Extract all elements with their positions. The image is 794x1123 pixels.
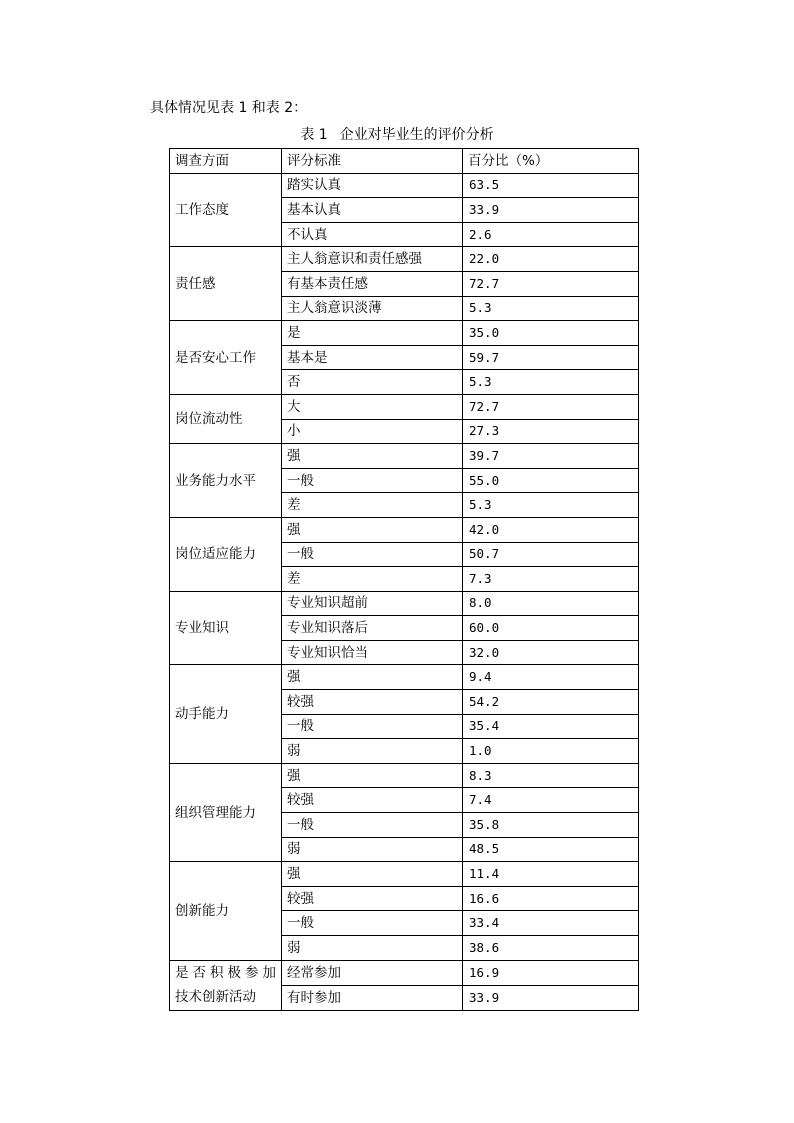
table-row (170, 247, 639, 272)
aspect-cell: 组织管理能力 (170, 763, 282, 861)
aspect-cell (170, 960, 282, 1010)
table-row (170, 444, 639, 469)
criterion-cell: 有基本责任感 (282, 271, 463, 296)
percent-cell: 32.0 (463, 640, 639, 665)
percent-cell: 5.3 (463, 370, 639, 395)
aspect-cell: 是否安心工作 (170, 321, 282, 395)
percent-cell: 42.0 (463, 517, 639, 542)
aspect-cell: 动手能力 (170, 665, 282, 763)
table-row (170, 517, 639, 542)
aspect-line: 是否积极参加 (175, 964, 280, 981)
criterion-cell: 否 (282, 370, 463, 395)
table-row (170, 862, 639, 887)
aspect-cell: 工作态度 (170, 173, 282, 247)
evaluation-table (169, 148, 639, 1011)
criterion-cell: 一般 (282, 468, 463, 493)
aspect-cell: 责任感 (170, 247, 282, 321)
aspect-cell: 岗位适应能力 (170, 517, 282, 591)
criterion-cell: 一般 (282, 542, 463, 567)
percent-cell: 11.4 (463, 862, 639, 887)
aspect-line: 技术创新活动 (175, 989, 256, 1006)
criterion-cell: 弱 (282, 936, 463, 961)
criterion-cell: 较强 (282, 690, 463, 715)
percent-cell: 72.7 (463, 394, 639, 419)
percent-cell: 1.0 (463, 739, 639, 764)
criterion-cell: 差 (282, 493, 463, 518)
percent-cell: 9.4 (463, 665, 639, 690)
intro-text: 具体情况见表 1 和表 2： (150, 100, 308, 116)
criterion-cell: 专业知识超前 (282, 591, 463, 616)
header-row (170, 149, 639, 174)
percent-cell: 48.5 (463, 837, 639, 862)
percent-cell: 5.3 (463, 493, 639, 518)
criterion-cell: 差 (282, 567, 463, 592)
table-row (170, 173, 639, 198)
percent-cell: 55.0 (463, 468, 639, 493)
percent-cell: 54.2 (463, 690, 639, 715)
criterion-cell: 强 (282, 665, 463, 690)
header-aspect: 调查方面 (170, 149, 282, 174)
percent-cell: 72.7 (463, 271, 639, 296)
criterion-cell: 较强 (282, 886, 463, 911)
table-number: 表 1 (300, 127, 328, 143)
percent-cell: 8.0 (463, 591, 639, 616)
criterion-cell: 主人翁意识淡薄 (282, 296, 463, 321)
criterion-cell: 强 (282, 862, 463, 887)
percent-cell: 59.7 (463, 345, 639, 370)
percent-cell: 35.8 (463, 813, 639, 838)
percent-cell: 7.4 (463, 788, 639, 813)
criterion-cell: 不认真 (282, 222, 463, 247)
table-row (170, 321, 639, 346)
percent-cell: 22.0 (463, 247, 639, 272)
percent-cell: 35.4 (463, 714, 639, 739)
header-criterion: 评分标准 (282, 149, 463, 174)
percent-cell: 8.3 (463, 763, 639, 788)
criterion-cell: 主人翁意识和责任感强 (282, 247, 463, 272)
criterion-cell: 小 (282, 419, 463, 444)
percent-cell: 60.0 (463, 616, 639, 641)
percent-cell: 5.3 (463, 296, 639, 321)
percent-cell: 27.3 (463, 419, 639, 444)
header-percent: 百分比（%） (463, 149, 639, 174)
percent-cell: 2.6 (463, 222, 639, 247)
percent-cell: 50.7 (463, 542, 639, 567)
criterion-cell: 一般 (282, 911, 463, 936)
aspect-cell: 专业知识 (170, 591, 282, 665)
criterion-cell: 弱 (282, 739, 463, 764)
criterion-cell: 基本认真 (282, 198, 463, 223)
criterion-cell: 弱 (282, 837, 463, 862)
percent-cell: 16.6 (463, 886, 639, 911)
aspect-cell: 岗位流动性 (170, 394, 282, 443)
table-caption (0, 126, 794, 144)
table-row (170, 665, 639, 690)
criterion-cell: 强 (282, 517, 463, 542)
criterion-cell: 踏实认真 (282, 173, 463, 198)
aspect-cell: 创新能力 (170, 862, 282, 960)
criterion-cell: 较强 (282, 788, 463, 813)
criterion-cell: 一般 (282, 714, 463, 739)
criterion-cell: 经常参加 (282, 960, 463, 985)
criterion-cell: 专业知识恰当 (282, 640, 463, 665)
criterion-cell: 专业知识落后 (282, 616, 463, 641)
percent-cell: 33.9 (463, 198, 639, 223)
criterion-cell: 一般 (282, 813, 463, 838)
table-row (170, 763, 639, 788)
percent-cell: 33.4 (463, 911, 639, 936)
table-title: 企业对毕业生的评价分析 (339, 127, 494, 143)
table-row (170, 960, 639, 985)
percent-cell: 38.6 (463, 936, 639, 961)
criterion-cell: 强 (282, 763, 463, 788)
percent-cell: 35.0 (463, 321, 639, 346)
percent-cell: 39.7 (463, 444, 639, 469)
aspect-cell: 业务能力水平 (170, 444, 282, 518)
percent-cell: 7.3 (463, 567, 639, 592)
criterion-cell: 是 (282, 321, 463, 346)
criterion-cell: 大 (282, 394, 463, 419)
criterion-cell: 基本是 (282, 345, 463, 370)
criterion-cell: 强 (282, 444, 463, 469)
table-row (170, 591, 639, 616)
percent-cell: 33.9 (463, 985, 639, 1010)
percent-cell: 63.5 (463, 173, 639, 198)
table-row (170, 394, 639, 419)
criterion-cell: 有时参加 (282, 985, 463, 1010)
percent-cell: 16.9 (463, 960, 639, 985)
table-body (170, 149, 639, 1011)
